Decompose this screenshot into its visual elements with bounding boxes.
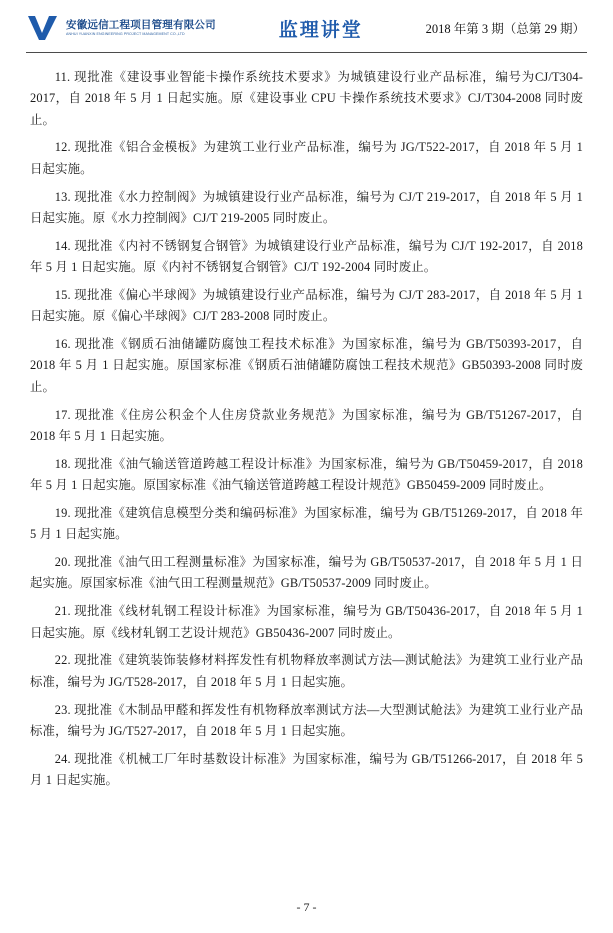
vx-logo-icon [26, 13, 60, 43]
body-paragraph: 18. 现批准《油气输送管道跨越工程设计标准》为国家标准，编号为 GB/T50459-2017，自 2018 年 5 月 1 日起实施。原国家标准《油气输送管道跨越工程设计规范》GB50459-2009 同时废止。 [30, 456, 583, 493]
body-paragraph: 17. 现批准《住房公积金个人住房贷款业务规范》为国家标准，编号为 GB/T51267-2017，自 2018 年 5 月 1 日起实施。 [30, 407, 583, 443]
document-body [0, 53, 613, 791]
body-paragraph: 13. 现批准《水力控制阀》为城镇建设行业产品标准，编号为 CJ/T 219-2017，自 2018 年 5 月 1 日起实施。原《水力控制阀》CJ/T 219-2005 同时废止。 [30, 189, 583, 225]
company-name-cn: 安徽远信工程项目管理有限公司 [66, 18, 216, 31]
company-logo [26, 13, 216, 43]
body-paragraph: 12. 现批准《铝合金模板》为建筑工业行业产品标准，编号为 JG/T522-2017，自 2018 年 5 月 1 日起实施。 [30, 140, 583, 176]
body-paragraph: 11. 现批准《建设事业智能卡操作系统技术要求》为城镇建设行业产品标准，编号为CJ/T304-2017，自 2018 年 5 月 1 日起实施。原《建设事业 CPU 卡操作系统技术要求》CJ/T304-2008 同时废止。 [30, 70, 583, 127]
body-paragraph: 19. 现批准《建筑信息模型分类和编码标准》为国家标准，编号为 GB/T51269-2017，自 2018 年 5 月 1 日起实施。 [30, 505, 583, 542]
body-paragraph: 14. 现批准《内衬不锈钢复合钢管》为城镇建设行业产品标准，编号为 CJ/T 192-2017，自 2018 年 5 月 1 日起实施。原《内衬不锈钢复合钢管》CJ/T 192-2004 同时废止。 [30, 238, 583, 275]
body-paragraph: 22. 现批准《建筑装饰装修材料挥发性有机物释放率测试方法—测试舱法》为建筑工业行业产品标准，编号为 JG/T528-2017，自 2018 年 5 月 1 日起实施。 [30, 653, 583, 689]
body-paragraph: 16. 现批准《钢质石油储罐防腐蚀工程技术标准》为国家标准，编号为 GB/T50393-2017，自 2018 年 5 月 1 日起实施。原国家标准《钢质石油储罐防腐蚀工程技术规范》GB50393-2008 同时废止。 [30, 337, 583, 394]
company-name-en: ANHUI YUANXIN ENGINEERING PROJECT MANAGEMENT CO.,LTD [66, 31, 185, 36]
body-paragraph: 15. 现批准《偏心半球阀》为城镇建设行业产品标准，编号为 CJ/T 283-2017，自 2018 年 5 月 1 日起实施。原《偏心半球阀》CJ/T 283-2008 同时废止。 [30, 287, 583, 324]
body-paragraph: 20. 现批准《油气田工程测量标准》为国家标准，编号为 GB/T50537-2017，自 2018 年 5 月 1 日起实施。原国家标准《油气田工程测量规范》GB/T50537-2009 同时废止。 [30, 555, 583, 591]
page-header [0, 0, 613, 52]
issue-label: 2018 年第 3 期（总第 29 期） [425, 22, 585, 36]
publication-title: 监理讲堂 [278, 19, 363, 41]
body-paragraph: 21. 现批准《线材轧钢工程设计标准》为国家标准，编号为 GB/T50436-2017，自 2018 年 5 月 1 日起实施。原《线材轧钢工艺设计规范》GB50436-2007 同时废止。 [30, 604, 583, 640]
page-number: - 7 - [296, 900, 317, 914]
body-paragraph: 24. 现批准《机械工厂年时基数设计标准》为国家标准，编号为 GB/T51266-2017，自 2018 年 5 月 1 日起实施。 [30, 751, 583, 788]
company-name-block [66, 20, 216, 37]
body-paragraph: 23. 现批准《木制品甲醛和挥发性有机物释放率测试方法—大型测试舱法》为建筑工业行业产品标准，编号为 JG/T527-2017，自 2018 年 5 月 1 日起实施。 [30, 702, 583, 738]
